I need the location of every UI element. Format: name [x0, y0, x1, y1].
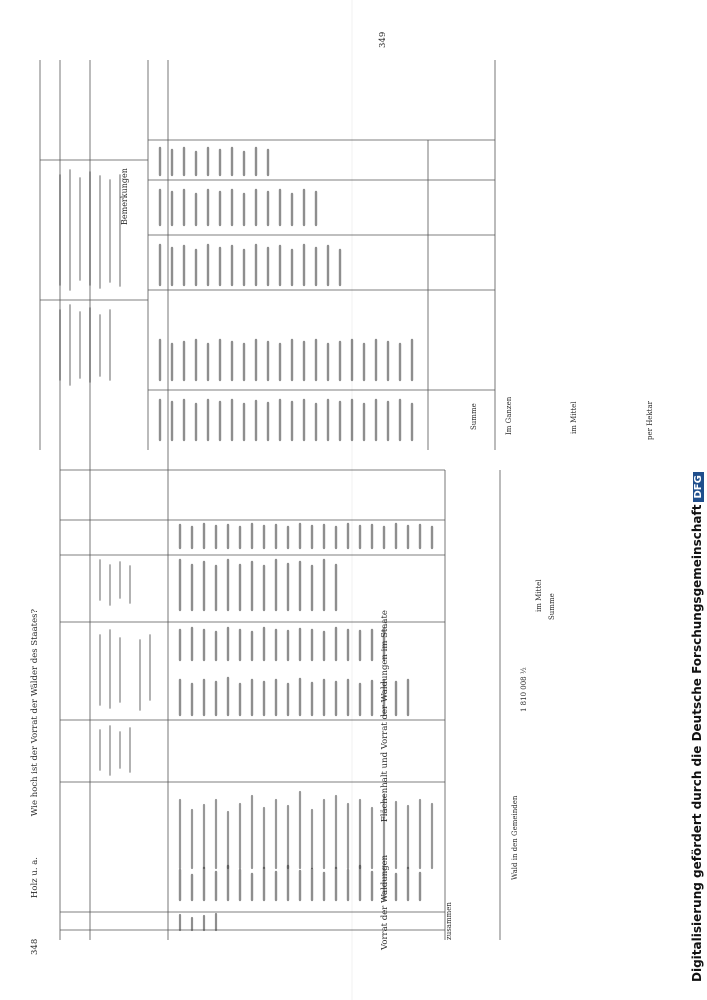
remarks-column-header: Bemerkungen — [120, 168, 129, 225]
right-page-header — [380, 580, 390, 950]
left-footnote: Wald in den Gemeinden — [511, 795, 519, 880]
left-total-value: 1 810 008 ½ — [520, 667, 528, 712]
left-footnote: im Mittel — [535, 579, 543, 612]
left-sum-row-label: zusammen — [445, 902, 453, 940]
dfg-funding-banner — [690, 472, 704, 982]
dfg-logo: DFG — [693, 472, 704, 501]
left-section-label: Holz u. a. — [30, 856, 40, 899]
left-page-header — [30, 571, 40, 955]
right-page-number: 349 — [378, 31, 388, 48]
dfg-banner-text: Digitalisierung gefördert durch die Deutsche Forschungsgemeinschaft — [690, 504, 704, 982]
right-sum-row-label: Summe — [470, 403, 478, 430]
left-footnote: Summe — [548, 593, 556, 620]
left-page-title: Wie hoch ist der Vorrat der Wälder des Staates? — [30, 608, 40, 817]
right-footnote: im Mittel — [570, 401, 578, 434]
left-page-number: 348 — [30, 938, 40, 955]
right-section-label: Vorrat der Waldungen — [380, 854, 390, 950]
right-footnote: Im Ganzen — [505, 396, 513, 435]
right-page-title: Flächenhalt und Vorrat der Waldungen im Staate — [380, 610, 390, 823]
right-footnote: per Hektar — [646, 400, 654, 440]
